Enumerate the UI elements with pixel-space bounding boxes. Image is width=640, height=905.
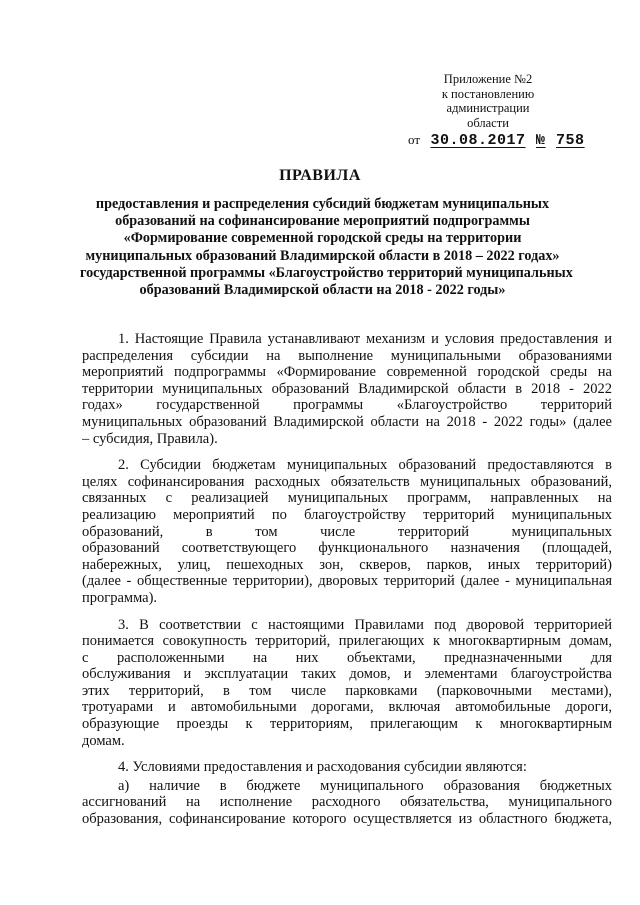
- annex-line: области: [467, 115, 509, 130]
- paragraph-line: мероприятий подпрограммы «Формирование современной городской среды на: [82, 364, 612, 381]
- paragraph-line: образований, в том числе территорий муниципальных: [82, 523, 612, 540]
- paragraph-line: с расположенными на них объектами, предназначенными для: [82, 649, 612, 666]
- paragraph-line: территории муниципальных образований Владимирской области в 2018 - 2022: [82, 380, 612, 397]
- paragraph-line: 1. Настоящие Правила устанавливают механизм и условия предоставления и: [118, 331, 612, 347]
- paragraph-line: (далее - общественные территории), дворовых территорий (далее - муниципальная: [82, 573, 612, 590]
- paragraph-line: образований соответствующего функционального назначения (площадей,: [82, 540, 612, 557]
- paragraph-line: образования, софинансирование которого осуществляется из областного бюджета,: [82, 811, 612, 828]
- paragraph-line: – субсидия, Правила).: [82, 430, 218, 447]
- document-subtitle: [80, 196, 573, 299]
- order-number: 758: [556, 132, 585, 149]
- subtitle-line: «Формирование современной городской среды на территории: [123, 230, 522, 247]
- paragraph-line: этих территорий, в том числе парковками (парковочными местами),: [82, 682, 612, 699]
- document-title: ПРАВИЛА: [279, 167, 361, 184]
- subtitle-line: образований Владимирской области на 2018 - 2022 годы»: [139, 282, 506, 299]
- annex-line: Приложение №2: [443, 72, 533, 86]
- paragraph-line: 3. В соответствии с настоящими Правилами под дворовой территорией: [118, 616, 612, 633]
- annex-line: администрации: [446, 101, 530, 115]
- paragraph-line: распределения субсидии на выполнение муниципальными образованиями: [82, 347, 612, 364]
- paragraph-line: ассигнований на исполнение расходного обязательства, муниципального: [82, 794, 612, 811]
- order-date: 30.08.2017: [430, 132, 526, 149]
- paragraph-line: тротуарами и автомобильными дорогами, включая автомобильные дороги,: [82, 699, 612, 716]
- paragraph-line: домам.: [82, 732, 125, 749]
- paragraph-line: 2. Субсидии бюджетам муниципальных образований предоставляются в: [118, 457, 612, 474]
- subtitle-line: предоставления и распределения субсидий бюджетам муниципальных: [95, 196, 550, 212]
- paragraph: [82, 778, 612, 828]
- paragraph: [82, 457, 612, 606]
- paragraph-line: образующие проезды к территориям, прилегающим к многоквартирным: [82, 716, 612, 733]
- paragraph-line: программа).: [82, 589, 158, 606]
- subtitle-line: образований на софинансирование мероприятий подпрограммы: [115, 213, 530, 230]
- paragraph-line: 4. Условиями предоставления и расходования субсидии являются:: [118, 759, 527, 776]
- order-number-sign: №: [536, 132, 546, 149]
- paragraph: [82, 617, 612, 750]
- paragraph-line: муниципальных образований Владимирской области на 2018 - 2022 годы» (далее: [82, 413, 612, 430]
- paragraph-line: а) наличие в бюджете муниципального образования бюджетных: [118, 777, 612, 794]
- paragraph: [82, 331, 612, 447]
- subtitle-line: муниципальных образований Владимирской области в 2018 – 2022 годах»: [85, 247, 560, 264]
- paragraph: [82, 759, 612, 776]
- paragraph-line: годах» государственной программы «Благоустройство территорий: [82, 397, 612, 414]
- paragraph-line: связанных с реализацией муниципальных программ, направленных на: [82, 490, 612, 507]
- paragraph-line: целях софинансирования расходных обязательств муниципальных образований,: [82, 473, 612, 490]
- subtitle-line: государственной программы «Благоустройство территорий муниципальных: [80, 264, 573, 281]
- annex-header: [418, 72, 558, 130]
- order-reference: [408, 131, 608, 150]
- order-prefix: от: [408, 132, 421, 147]
- paragraph-line: понимается совокупность территорий, прилегающих к многоквартирным домам,: [82, 633, 612, 650]
- paragraph-line: набережных, улиц, пешеходных зон, скверов, парков, иных территорий): [82, 556, 612, 573]
- document-body: [82, 331, 612, 838]
- paragraph-line: реализацию мероприятий по благоустройству территорий муниципальных: [82, 506, 612, 523]
- paragraph-line: обслуживания и эксплуатации таких домов, и элементами благоустройства: [82, 666, 612, 683]
- annex-line: к постановлению: [441, 86, 535, 101]
